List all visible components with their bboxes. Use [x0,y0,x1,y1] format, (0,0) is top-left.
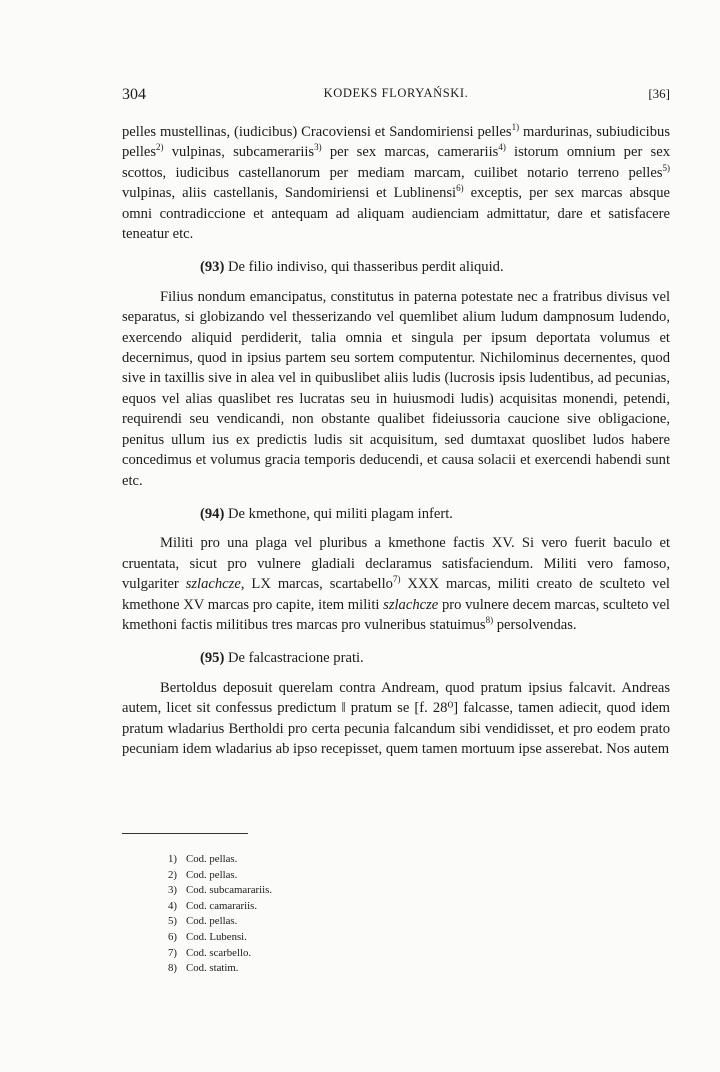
footnote-mark: 6) [168,930,177,943]
footnote-marker: 4) [498,142,506,153]
footnote-text: Cod. pellas. [186,915,238,928]
footnote-text: Cod. subcamarariis. [186,884,273,897]
paragraph-continuation [122,122,670,244]
vernacular-term: szlachcze [383,596,439,613]
text-run: istorum omnium per sex scottos, iudicibus castellanorum per mediam marcam, cuilibet notario terreno pelles [122,144,670,181]
footnote-mark: 4) [168,899,177,912]
footnote-marker: 5) [662,162,670,173]
text-run: , LX marcas, scartabello [240,576,393,593]
footnote [168,852,272,868]
section-number: (93) [200,259,225,276]
footnote-marker: 7) [392,574,401,585]
footnote-marker: 2) [156,142,164,153]
section-title-94 [122,504,670,524]
footnote [168,946,272,962]
footnote-mark: 8) [168,962,177,975]
text-run: pelles mustellinas, (iudicibus) Cracoviensi et Sandomiriensi pelles [122,124,512,140]
text-run: pro vulnere decem marcas, sculteto vel kmethoni factis militibus tres marcas pro vulneribus statuimus [122,596,670,633]
footnote-text: Cod. pellas. [186,868,238,881]
footnote-text: Cod. camarariis. [186,899,258,912]
footnote-mark: 7) [168,946,177,959]
running-title: KODEKS FLORYAŃSKI. [323,86,469,100]
footnote [168,914,272,930]
text-run: per sex marcas, camerariis [321,144,499,161]
section-number: (94) [200,505,225,522]
section-heading: De falcastracione prati. [224,650,364,667]
main-text [122,122,670,759]
footnote-text: Cod. pellas. [186,853,238,865]
text-run: vulpinas, subcamerariis [163,144,315,161]
text-run: vulpinas, aliis castellanis, Sandomiriensi et Lublinensi [122,185,457,202]
section-title-95 [122,648,670,668]
footnote-marker: 8) [485,615,494,626]
footnote [168,899,272,915]
text-run: mardurinas, subiudicibus pelles [122,124,670,161]
footnotes [168,852,272,977]
page-number: 304 [122,86,146,103]
footnote [168,868,272,884]
section-heading: De filio indiviso, qui thasseribus perdit aliquid. [224,259,504,276]
footnote-text: Cod. statim. [186,962,239,975]
footnote-text: Cod. Lubensi. [186,930,247,943]
footnote-mark: 2) [168,868,177,881]
vernacular-term: szlachcze [185,576,241,593]
text-run: persolvendas. [493,616,577,633]
page-reference: [36] [648,86,670,101]
footnote-marker: 1) [511,122,520,133]
section-heading: De kmethone, qui militi plagam infert. [224,505,453,522]
section-title-93 [122,257,670,277]
text-run: XXX marcas, militi creato de sculteto vel kmethone XV marcas pro capite, item militi [122,576,670,613]
section-93-text: Filius nondum emancipatus, constitutus in paterna potestate nec a fratribus divisus vel separatus, si globizando vel thesserizando vel quemlibet alium ludum dampnosum ludendo, exercendo aliquid perdiderit, talia omnia et singula per ipsum deportata volumus et decernimus, quod in ipsius partem seu sortem computentur. Nichilominus decernentes, quod sive in taxillis sive in alea vel in quibuslibet aliis ludis (lucrosis ipsis ludentibus, ad pecunias, equos vel alias quaslibet res lucratas seu in huiusmodi ludis) acquisitas monendi, petendi, requirendi seu vendicandi, non obstante qualibet fideiussoria caucione sive obligacione, penitus ullum ius ex predictis ludis sit acquisitum, sed dumtaxat quoslibet ludos habere concedimus et volumus gracia temporis deducendi, et causa solacii et exercendi habendi sunt etc. [122,288,670,489]
section-94-text [122,533,670,635]
page-header [122,86,670,106]
section-95-text: Bertoldus deposuit querelam contra Andream, quod pratum ipsius falcavit. Andreas autem, licet sit confessus predictum ‖ pratum se [f. 28⁰] falcasse, tamen adiecit, quod idem pratum wladarius Bertholdi pro certa pecunia falcandum sibi vendidisset, et pro eodem prato pecuniam idem wladarius ab ipso recepisset, quem tamen mortuum ipse asserebat. Nos autem [122,679,670,757]
footnote-text: Cod. scarbello. [186,946,252,959]
footnote-mark: 5) [168,915,177,928]
text-run: exceptis, per sex marcas absque omni contradiccione et antequam ad aliquam audienciam admittatur, dare et satisfacere teneatur etc. [122,185,670,243]
text-run: Militi pro una plaga vel pluribus a kmethone factis XV. Si vero fuerit baculo et cruentata, sicut pro vulnere gladiali declaramus satisfaciendum. Militi vero famoso, vulgariter [122,535,670,593]
footnote-rule [122,833,248,834]
footnote-mark: 3) [168,884,177,897]
footnote [168,961,272,977]
footnote-marker: 3) [314,142,322,153]
footnote [168,883,272,899]
section-number: (95) [200,650,225,667]
footnote [168,930,272,946]
footnote-mark: 1) [168,853,177,865]
footnote-marker: 6) [456,183,464,194]
